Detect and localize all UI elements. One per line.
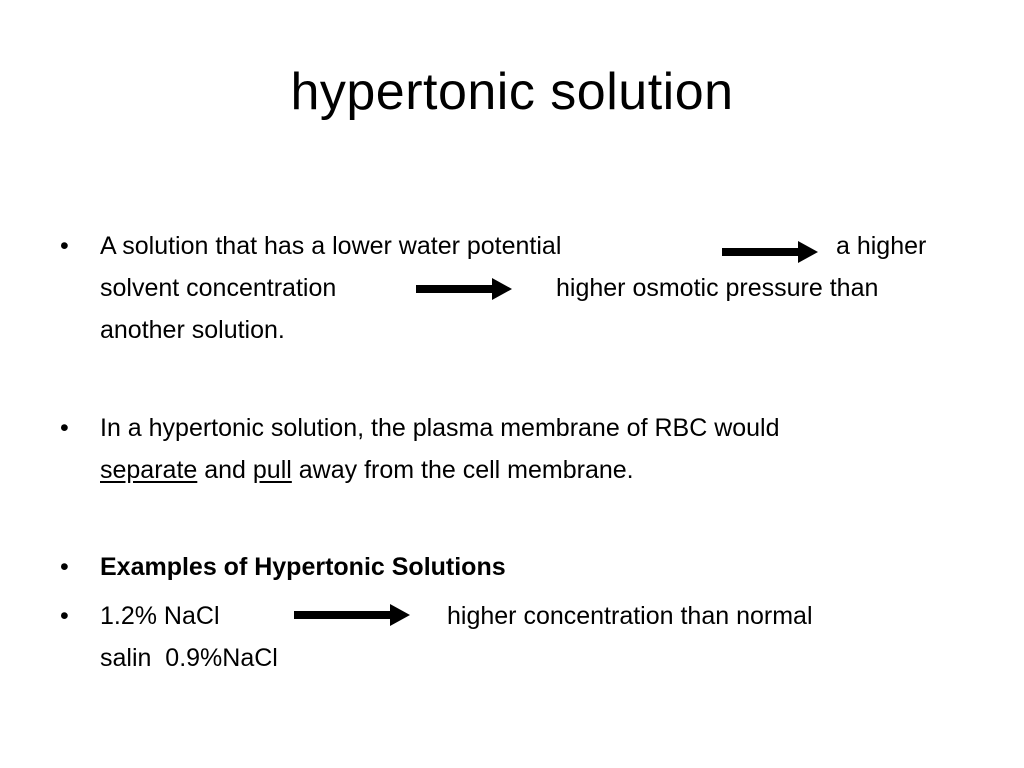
bullet-1-text-3: solvent concentration: [100, 274, 337, 302]
right-arrow-icon: [294, 604, 410, 626]
bullet-1-text-2: a higher: [836, 232, 927, 260]
underlined-word-pull: pull: [252, 456, 292, 484]
examples-heading: Examples of Hypertonic Solutions: [100, 553, 506, 581]
bullet-1-text-1: A solution that has a lower water potential: [100, 232, 562, 260]
underlined-word-separate: separate: [100, 456, 198, 484]
bullet-4-text-3: salin 0.9%NaCl: [100, 644, 278, 672]
bullet-4-text-1: 1.2% NaCl: [100, 602, 220, 630]
bullet-4-text-2: higher concentration than normal: [447, 602, 813, 630]
bullet-1-text-5: another solution.: [100, 316, 285, 344]
bullet-dot: •: [60, 414, 69, 442]
bullet-2-line-2: [100, 450, 634, 491]
bullet-dot: •: [60, 553, 69, 581]
bullet-2-connector: and: [197, 456, 253, 484]
slide-title: hypertonic solution: [290, 63, 734, 121]
bullet-2-text-2: away from the cell membrane.: [291, 456, 634, 484]
right-arrow-icon: [722, 241, 818, 263]
right-arrow-icon: [416, 278, 512, 300]
bullet-2-text-1: In a hypertonic solution, the plasma membrane of RBC would: [100, 414, 780, 442]
bullet-1-text-4: higher osmotic pressure than: [556, 274, 879, 302]
bullet-dot: •: [60, 602, 69, 630]
bullet-dot: •: [60, 232, 69, 260]
